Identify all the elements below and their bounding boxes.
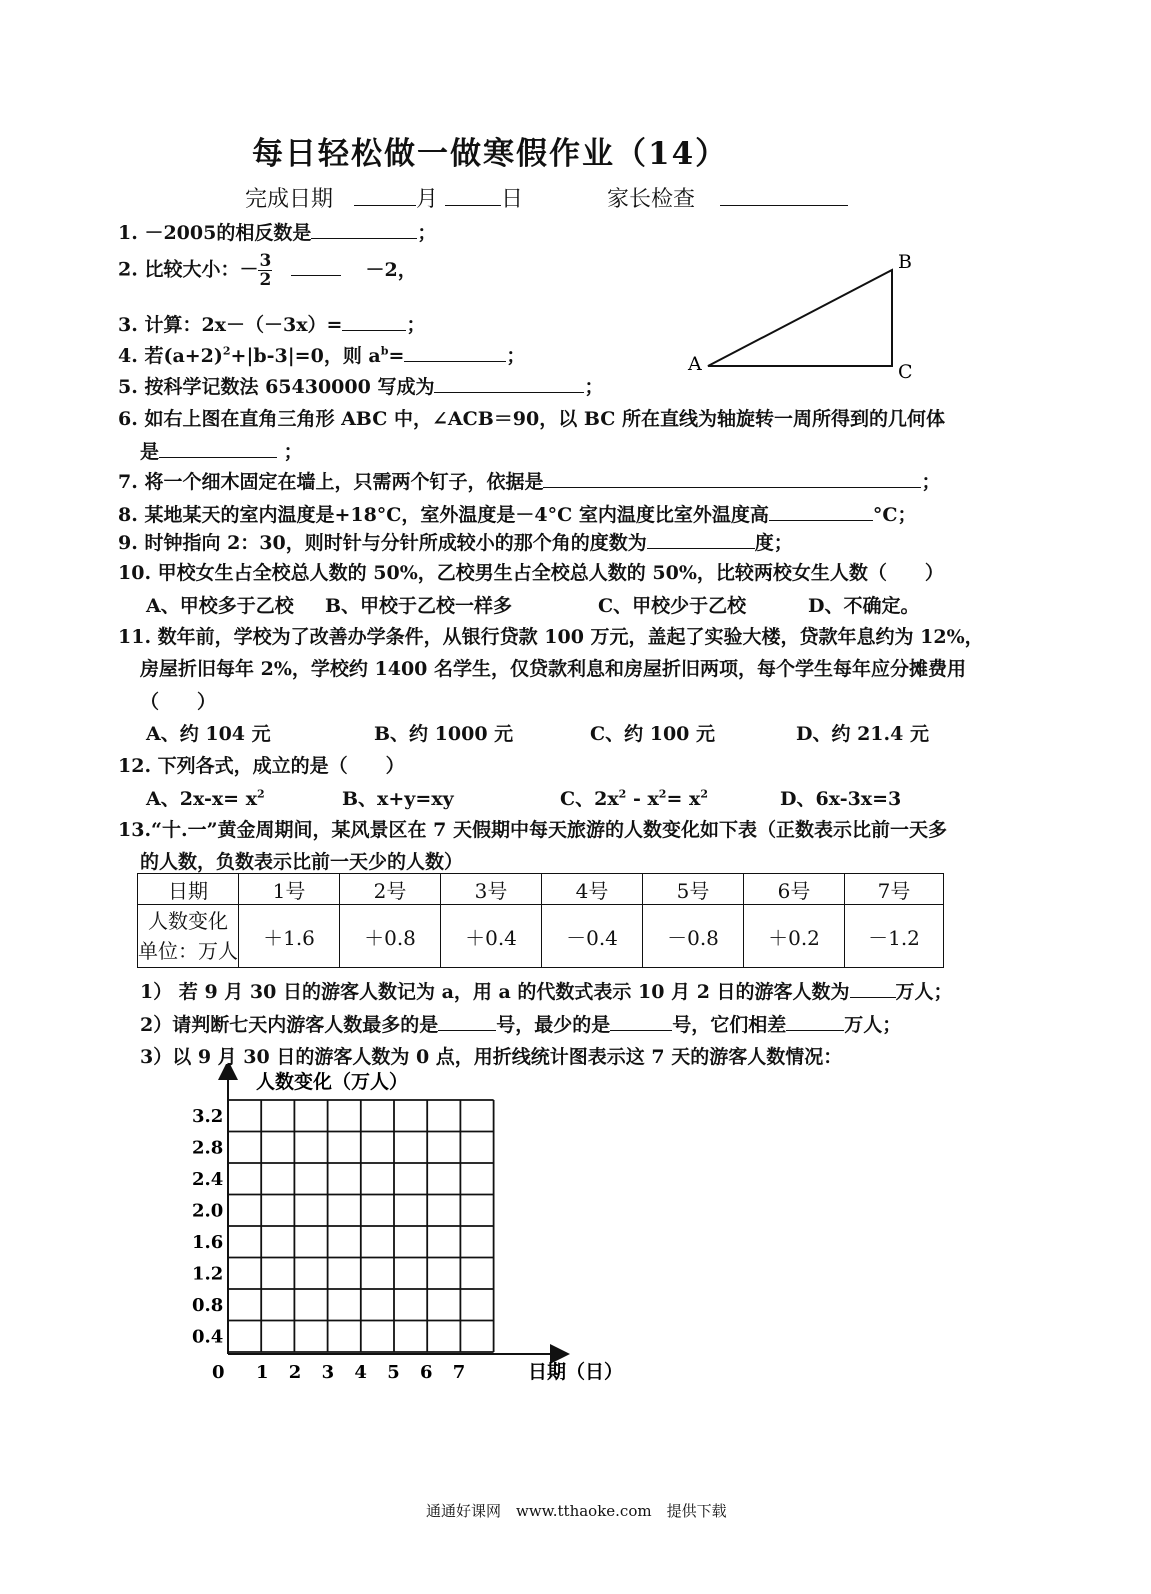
question-6-line-2 — [140, 437, 303, 464]
origin-label: 0 — [212, 1362, 225, 1383]
y-tick-label: 2.8 — [192, 1137, 224, 1159]
question-12-option-c — [560, 784, 708, 811]
sub-1-end: 万人； — [895, 981, 953, 1003]
answer-blank — [311, 219, 417, 239]
question-12-option-d: D、6x-3x=3 — [780, 788, 902, 810]
question-4-text: 4. 若(a+2) — [118, 345, 223, 367]
table-row — [138, 905, 944, 968]
answer-blank — [647, 529, 755, 549]
fraction — [258, 252, 272, 289]
triangle-abc — [708, 270, 892, 366]
table-header-cell: 2号 — [340, 874, 441, 905]
option-c-part: = x — [666, 788, 701, 810]
answer-blank — [769, 501, 873, 521]
answer-blank — [786, 1011, 844, 1031]
x-tick-labels — [256, 1362, 465, 1383]
question-2-text: 2. 比较大小：－ — [118, 258, 259, 281]
question-13-sub-3: 3）以 9 月 30 日的游客人数为 0 点，用折线统计图表示这 7 天的游客人数情况： — [140, 1046, 843, 1068]
question-11-line-2: 房屋折旧每年 2%，学校约 1400 名学生，仅贷款利息和房屋折旧两项，每个学生每年应分摊费用 — [140, 658, 967, 680]
question-5 — [118, 372, 603, 399]
triangle-figure — [680, 246, 920, 386]
question-2-rest: －2， — [365, 258, 417, 281]
question-6-line-1: 6. 如右上图在直角三角形 ABC 中，∠ACB＝90，以 BC 所在直线为轴旋转一周所得到的几何体 — [118, 408, 946, 430]
question-12-option-b: B、x+y=xy — [342, 788, 454, 810]
month-blank — [354, 183, 416, 206]
question-13-line-1: 13.“十.一”黄金周期间，某风景区在 7 天假期中每天旅游的人数变化如下表（正数表示比前一天多 — [118, 819, 947, 841]
question-13-sub-2 — [140, 1010, 901, 1037]
exponent: 2 — [618, 787, 627, 801]
parent-check-blank — [720, 183, 848, 206]
sub-2-mid: 号，它们相差 — [672, 1014, 787, 1036]
question-9-end: 度； — [754, 532, 793, 554]
answer-blank — [610, 1011, 672, 1031]
x-tick-label: 5 — [387, 1362, 400, 1383]
question-11-option-c: C、约 100 元 — [590, 723, 716, 745]
question-10-option-d: D、不确定。 — [808, 595, 920, 617]
table-header-cell: 6号 — [744, 874, 845, 905]
question-10-option-a: A、甲校多于乙校 — [146, 595, 294, 617]
question-2 — [118, 252, 417, 289]
x-tick-label: 7 — [452, 1362, 466, 1383]
option-c-part: C、2x — [560, 788, 619, 810]
y-tick-labels — [192, 1106, 223, 1348]
answer-blank — [850, 978, 896, 998]
y-tick-label: 0.4 — [192, 1326, 224, 1348]
fraction-numerator: 3 — [259, 251, 272, 271]
answer-blank — [342, 311, 406, 331]
table-cell: ＋1.6 — [239, 905, 340, 968]
question-12-option-a — [146, 784, 265, 811]
table-header-cell: 7号 — [845, 874, 944, 905]
question-1-end: ； — [417, 222, 437, 244]
date-label: 完成日期 — [245, 187, 334, 212]
question-10-option-c: C、甲校少于乙校 — [598, 595, 747, 617]
sub-1-text: 1） 若 9 月 30 日的游客人数记为 a，用 a 的代数式表示 10 月 2 日的游客人数为 — [140, 981, 850, 1003]
question-5-end: ； — [584, 376, 604, 398]
question-11-line-1: 11. 数年前，学校为了改善办学条件，从银行贷款 100 万元，盖起了实验大楼，贷款年息约为 12%， — [118, 626, 984, 648]
y-axis-title: 人数变化（万人） — [256, 1071, 409, 1093]
question-9-text: 9. 时钟指向 2：30，则时针与分针所成较小的那个角的度数为 — [118, 532, 647, 554]
question-7-text: 7. 将一个细木固定在墙上，只需两个钉子，依据是 — [118, 471, 544, 493]
parent-check-label: 家长检查 — [607, 187, 696, 212]
question-4-tail: = — [388, 345, 405, 367]
answer-blank — [291, 256, 341, 276]
vertex-b-label: B — [898, 251, 912, 273]
question-1 — [118, 218, 436, 245]
day-blank — [445, 183, 501, 206]
answer-blank — [543, 468, 921, 488]
y-tick-label: 1.6 — [192, 1232, 224, 1253]
question-4 — [118, 341, 525, 368]
table-header-cell: 5号 — [643, 874, 744, 905]
question-11-line-3: （ ） — [140, 691, 217, 713]
question-11-option-b: B、约 1000 元 — [374, 723, 514, 745]
day-label: 日 — [501, 187, 524, 212]
x-axis-title: 日期（日） — [528, 1361, 624, 1383]
exponent: 2 — [658, 787, 667, 801]
y-tick-label: 2.0 — [192, 1200, 224, 1222]
sub-2-end: 万人； — [844, 1014, 902, 1036]
question-8-end: °C； — [872, 504, 917, 526]
table-cell: －1.2 — [845, 905, 944, 968]
page-title: 每日轻松做一做寒假作业（14） — [252, 136, 729, 172]
question-6-text: 是 — [140, 441, 160, 463]
exponent: b — [380, 344, 389, 358]
grid-lines — [228, 1100, 494, 1352]
fraction-denominator: 2 — [259, 270, 272, 290]
row-label-line: 单位：万人 — [138, 939, 238, 963]
x-tick-label: 6 — [420, 1362, 433, 1383]
question-10-option-b: B、甲校于乙校一样多 — [325, 595, 513, 617]
x-tick-label: 4 — [354, 1362, 367, 1383]
row-label-line: 人数变化 — [148, 909, 228, 933]
vertex-a-label: A — [688, 353, 702, 375]
answer-blank — [404, 342, 506, 362]
table-header-cell: 3号 — [441, 874, 542, 905]
tourist-change-table — [137, 873, 944, 968]
table-cell: －0.8 — [643, 905, 744, 968]
sub-2-mid: 号，最少的是 — [496, 1014, 611, 1036]
question-11-option-a: A、约 104 元 — [146, 723, 271, 745]
question-7 — [118, 467, 940, 494]
question-8-text: 8. 某地某天的室内温度是+18°C，室外温度是－4°C 室内温度比室外温度高 — [118, 504, 769, 526]
question-3-end: ； — [406, 314, 426, 336]
exponent: 2 — [222, 344, 231, 358]
question-6-end: ； — [283, 441, 303, 463]
question-4-mid: +|b-3|=0，则 a — [230, 345, 381, 367]
vertex-c-label: C — [898, 361, 913, 383]
question-13-line-2: 的人数，负数表示比前一天少的人数） — [140, 851, 464, 873]
sub-2-text: 2）请判断七天内游客人数最多的是 — [140, 1014, 439, 1036]
option-a-text: A、2x-x= x — [146, 788, 258, 810]
answer-blank — [159, 438, 277, 458]
table-header-cell: 日期 — [138, 874, 239, 905]
question-11-option-d: D、约 21.4 元 — [796, 723, 929, 745]
table-cell: ＋0.2 — [744, 905, 845, 968]
table-row-label — [138, 905, 239, 968]
completion-line — [245, 182, 848, 213]
x-tick-label: 1 — [256, 1362, 269, 1383]
x-tick-label: 3 — [321, 1362, 335, 1383]
question-8 — [118, 500, 917, 527]
question-12: 12. 下列各式，成立的是（ ） — [118, 755, 405, 777]
option-c-part: - x — [626, 788, 659, 810]
question-10: 10. 甲校女生占全校总人数的 50%，乙校男生占全校总人数的 50%，比较两校女生人数（ ） — [118, 562, 944, 584]
table-header-row — [138, 874, 944, 905]
x-tick-label: 2 — [288, 1362, 302, 1383]
table-header-cell: 4号 — [542, 874, 643, 905]
question-5-text: 5. 按科学记数法 65430000 写成为 — [118, 376, 435, 398]
y-tick-label: 3.2 — [192, 1106, 224, 1127]
question-13-sub-1 — [140, 977, 953, 1004]
answer-blank — [434, 373, 584, 393]
answer-blank — [438, 1011, 496, 1031]
y-tick-label: 2.4 — [192, 1169, 224, 1190]
question-9 — [118, 528, 793, 555]
table-header-cell: 1号 — [239, 874, 340, 905]
exponent: 2 — [257, 787, 265, 801]
footer-source: 通通好课网 www.tthaoke.com 提供下载 — [426, 1502, 727, 1520]
blank-line-chart-grid — [150, 1064, 670, 1394]
exponent: 2 — [700, 787, 708, 801]
y-tick-label: 1.2 — [192, 1263, 224, 1285]
question-4-end: ； — [506, 345, 526, 367]
table-cell: ＋0.4 — [441, 905, 542, 968]
month-label: 月 — [416, 187, 439, 212]
question-7-end: ； — [921, 471, 941, 493]
question-3 — [118, 310, 425, 337]
question-1-text: 1. －2005的相反数是 — [118, 222, 312, 244]
table-cell: －0.4 — [542, 905, 643, 968]
y-tick-label: 0.8 — [192, 1295, 224, 1316]
question-3-text: 3. 计算：2x－（－3x）= — [118, 314, 343, 336]
table-cell: ＋0.8 — [340, 905, 441, 968]
